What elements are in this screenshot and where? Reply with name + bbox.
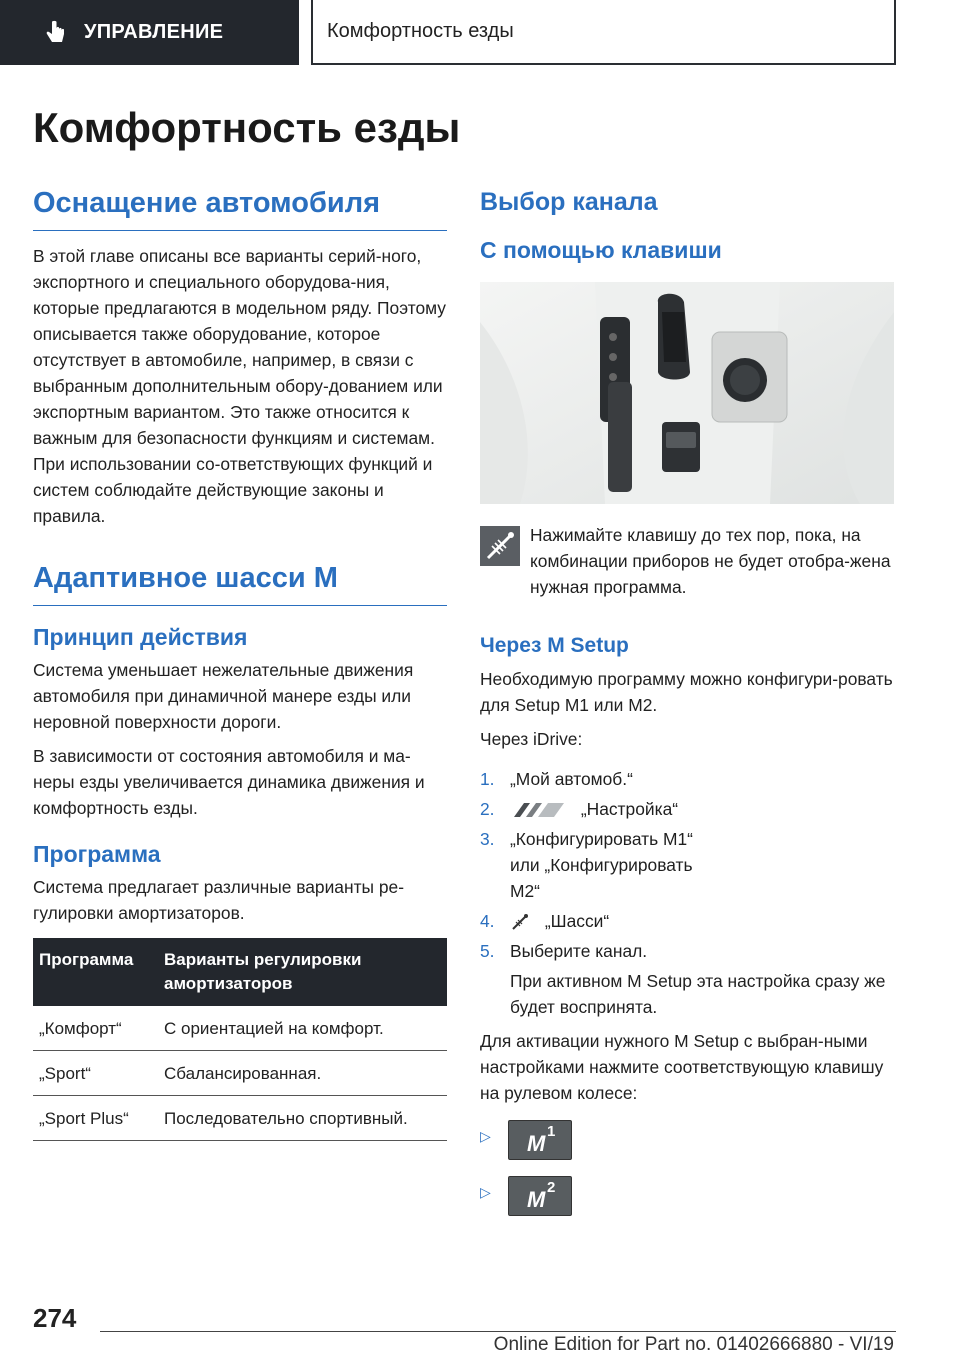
step-number: 1. [480,769,495,789]
step-number: 3. [480,829,495,849]
footer-edition: Online Edition for Part no. 01402666880 - VI/19 [493,1334,894,1355]
program-text: Система предлагает различные варианты ре-гулировки амортизаторов. [33,876,405,923]
table-cell-desc: Сбалансированная. [158,1050,447,1095]
list-item [480,796,894,822]
activation-text: Для активации нужного M Setup с выбран-ными настройками нажмите соответствующую клавишу на рулевом колесе: [480,1031,884,1103]
note-block [480,522,894,600]
header-topic [311,0,896,65]
header-section-tab [0,0,299,65]
table-cell-desc: С ориентацией на комфорт. [158,1006,447,1051]
m1-button-number: 1 [547,1123,556,1140]
button-heading: С помощью клавиши [480,237,722,263]
m1-button[interactable] [508,1120,572,1160]
steps-list [480,766,894,964]
step-number: 2. [480,799,495,819]
idrive-text: Через iDrive: [480,729,583,749]
table-row [33,1006,447,1051]
adaptive-heading: Адаптивное шасси M [33,563,447,606]
step-number: 5. [480,941,495,961]
step-number: 4. [480,911,495,931]
list-item [480,908,894,934]
triangle-bullet-icon: ▷ [480,1128,491,1144]
m2-button[interactable] [508,1176,572,1216]
page-title: Комфортность езды [33,104,461,151]
program-table [33,938,447,1141]
list-item [480,766,894,792]
table-cell-program: „Комфорт“ [33,1006,158,1051]
list-item [480,938,894,964]
table-row [33,1050,447,1095]
step-text: „Мой автомоб.“ [510,769,633,789]
table-header-options: Варианты регулировки амортизаторов [158,938,447,1006]
page-number: 274 [33,1303,77,1333]
hand-touch-icon [40,18,70,48]
step5-note: При активном M Setup эта настройка сразу же будет воспринята. [510,971,886,1017]
m2-button-number: 2 [547,1179,556,1196]
msetup-heading: Через M Setup [480,634,629,657]
table-cell-program: „Sport“ [33,1050,158,1095]
equipment-heading: Оснащение автомобиля [33,188,447,231]
note-text: Нажимайте клавишу до тех пор, пока, на комбинации приборов не будет отобра-жена нужная программа. [530,525,891,597]
m1-button-label: M [527,1131,546,1156]
step-text: „Шасси“ [544,911,610,931]
header-section-label: УПРАВЛЕНИЕ [84,21,224,43]
principle-text-1: Система уменьшает нежелательные движения автомобиля при динамичной манере езды или неровной поверхности дороги. [33,659,414,732]
list-item [480,826,894,904]
channel-heading: Выбор канала [480,188,658,216]
step-text: „Конфигурировать M1“ или „Конфигурировать M2“ [510,829,693,901]
shock-absorber-icon [480,526,520,566]
m2-button-label: M [527,1187,546,1212]
step-text: Выберите канал. [510,941,648,961]
m2-row [480,1176,894,1216]
chassis-icon [510,912,530,932]
program-heading: Программа [33,840,161,867]
table-header-program: Программа [33,938,158,1006]
m1-row [480,1120,894,1160]
equipment-text: В этой главе описаны все варианты серий-ного, экспортного и специального оборудова-ния, которые предлагаются в модельном ряду. Поэтому описывается также оборудование, которое отсутствует в автомобиле, например, в связи с выбранным дополнительным обору-дованием или экспортным вариантом. Это также относится к важным для безопасности функциям и системам. При использовании со-ответствующих функций и систем соблюдайте действующие законы и правила. [33,245,446,526]
center-console-illustration [480,282,894,504]
left-column [33,188,447,1141]
table-row [33,1095,447,1140]
msetup-text: Необходимую программу можно конфигури-ровать для Setup M1 или M2. [480,669,893,715]
footer-divider [100,1331,896,1332]
table-cell-desc: Последовательно спортивный. [158,1095,447,1140]
center-console-photo [480,282,894,504]
step-text: „Настройка“ [580,799,679,819]
right-column [480,188,894,1216]
table-cell-program: „Sport Plus“ [33,1095,158,1140]
m-stripes-icon [510,801,566,819]
triangle-bullet-icon: ▷ [480,1184,491,1200]
header-topic-label: Комфортность езды [327,20,514,42]
principle-text-2: В зависимости от состояния автомобиля и ма-неры езды увеличивается динамика движения и комфортность езды. [33,745,425,818]
principle-heading: Принцип действия [33,623,248,650]
